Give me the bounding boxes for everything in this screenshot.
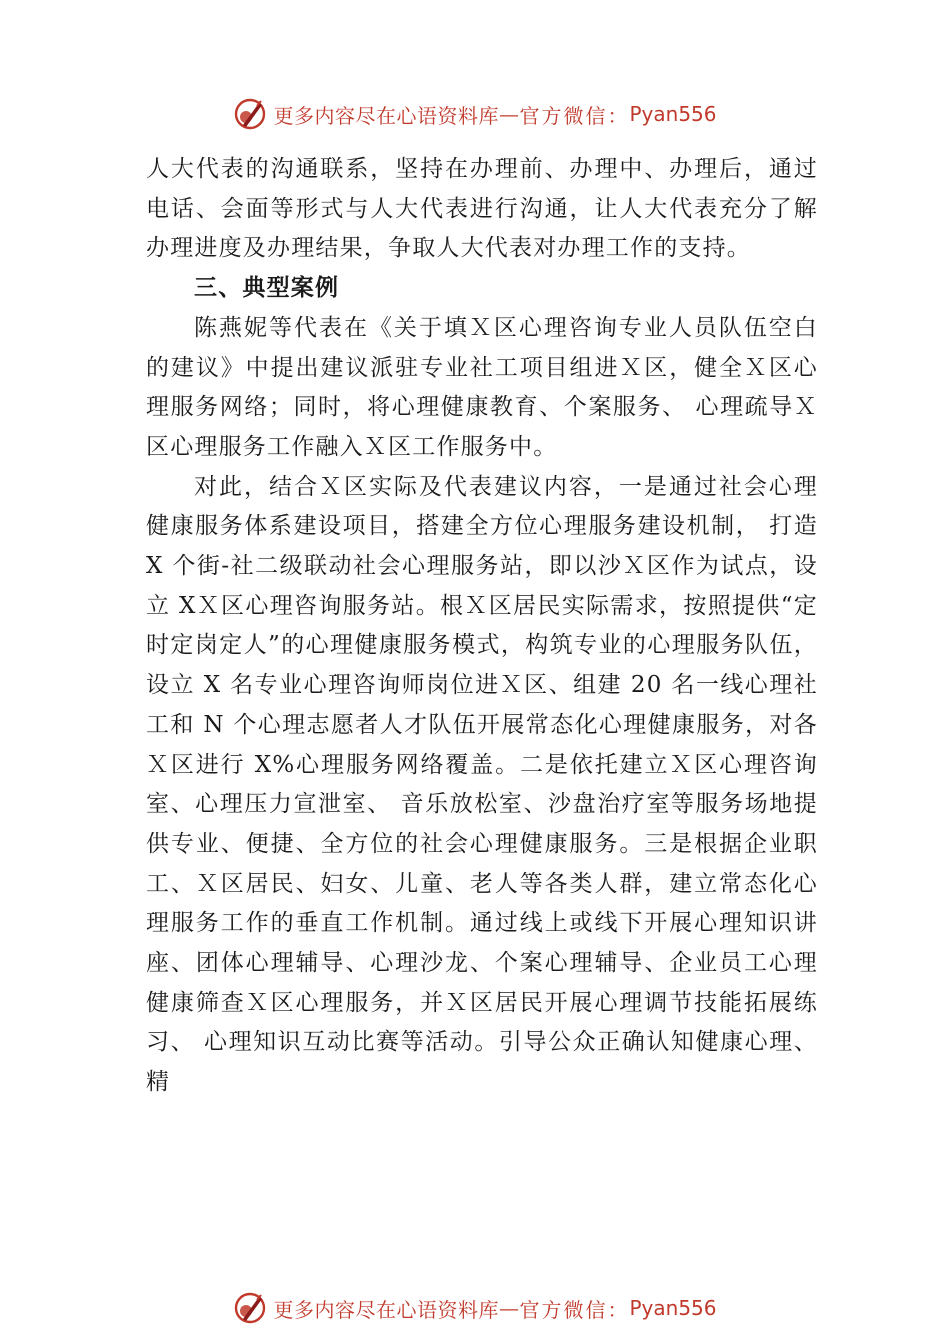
paragraph-continuation: 人大代表的沟通联系，坚持在办理前、办理中、办理后，通过电话、会面等形式与人大代表进行沟通，让人大代表充分了解办理进度及办理结果，争取人大代表对办理工作的支持。 bbox=[146, 156, 818, 262]
banner-wechat-label: 官方微信： bbox=[519, 1297, 630, 1322]
paragraph-case-response: 对此，结合Ｘ区实际及代表建议内容，一是通过社会心理健康服务体系建设项目，搭建全方位心理服务建设机制， 打造 X 个街-社二级联动社会心理服务站，即以沙Ｘ区作为试点，设立 XＸ区心理咨询服务站。根Ｘ区居民实际需求，按照提供“定时定岗定人”的心理健康服务模式，构筑专业的心理服务队伍，设立 X 名专业心理咨询师岗位进Ｘ区、组建 20 名一线心理社工和 N 个心理志愿者人才队伍开展常态化心理健康服务，对各Ｘ区进行 X%心理服务网络覆盖。二是依托建立Ｘ区心理咨询室、心理压力宣泄室、 音乐放松室、沙盘治疗室等服务场地提供专业、便捷、全方位的社会心理健康服务。三是根据企业职工、Ｘ区居民、妇女、儿童、老人等各类人群，建立常态化心理服务工作的垂直工作机制。通过线上或线下开展心理知识讲座、团体心理辅导、心理沙龙、个案心理辅导、企业员工心理健康筛查Ｘ区心理服务，并Ｘ区居民开展心理调节技能拓展练习、 心理知识互动比赛等活动。引导公众正确认知健康心理、精 bbox=[146, 473, 818, 1096]
pen-circle-logo-icon bbox=[233, 1291, 267, 1325]
pen-circle-logo-icon bbox=[233, 97, 267, 131]
banner-dash: — bbox=[498, 102, 520, 126]
banner-wechat-id: Pyan556 bbox=[629, 1296, 717, 1320]
header-banner bbox=[0, 94, 950, 134]
banner-wechat-label: 官方微信： bbox=[519, 103, 630, 128]
banner-site-name: 更多内容尽在心语资料库 bbox=[273, 103, 499, 128]
banner-dash: — bbox=[498, 1296, 520, 1320]
banner-wechat-id: Pyan556 bbox=[629, 102, 717, 126]
paragraph-case-intro: 陈燕妮等代表在《关于填Ｘ区心理咨询专业人员队伍空白的建议》中提出建议派驻专业社工项目组进Ｘ区，健全Ｘ区心理服务网络；同时，将心理健康教育、个案服务、 心理疏导Ｘ区心理服务工作融入Ｘ区工作服务中。 bbox=[146, 314, 818, 460]
footer-banner bbox=[0, 1288, 950, 1328]
section-heading: 三、典型案例 bbox=[194, 275, 340, 302]
banner-site-name: 更多内容尽在心语资料库 bbox=[273, 1297, 499, 1322]
document-body bbox=[146, 150, 818, 1103]
